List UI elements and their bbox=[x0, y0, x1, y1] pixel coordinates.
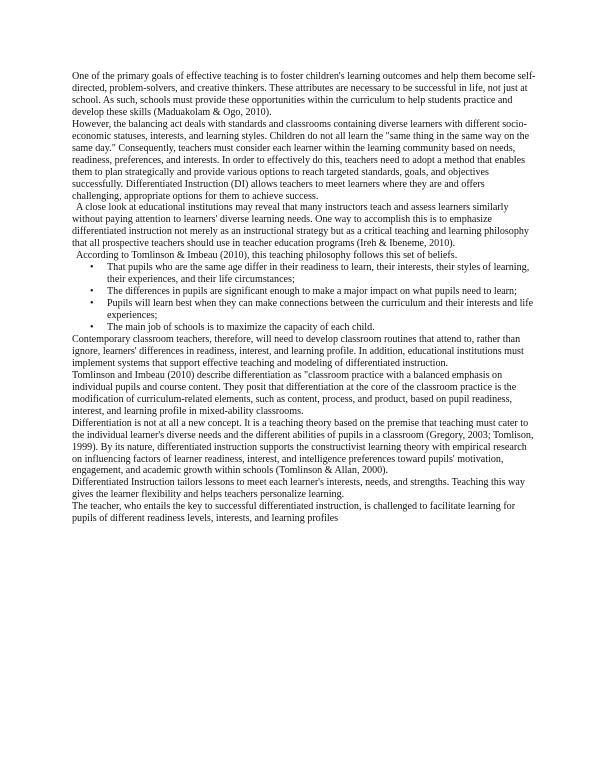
list-item: • Pupils will learn best when they can make connections between the curriculum and their interests and life experiences; bbox=[107, 298, 536, 322]
paragraph-intro: One of the primary goals of effective teaching is to foster children's learning outcomes and help them become self-directed, problem-solvers, and creative thinkers. These attributes are necessary to be successful in life, not just at school. As such, schools must provide these opportunities within the curriculum to help students practice and develop these skills (Maduakolam & Ogo, 2010). bbox=[72, 71, 536, 118]
list-item: • The main job of schools is to maximize the capacity of each child. bbox=[107, 322, 536, 334]
paragraph-close-look: A close look at educational institutions may reveal that many instructors teach and assess learners similarly without paying attention to learners' diverse learning needs. One way to accomplish this is to emphasize differentiated instruction not merely as an instructional strategy but as a critical teaching and learning philosophy that all prospective teachers should use in teacher education programs (Ireh & Ibeneme, 2010). bbox=[72, 202, 529, 250]
paragraph-not-new: Differentiation is not at all a new concept. It is a teaching theory based on the premise that teaching must cater to the individual learner's diverse needs and the different abilities of pupils in a classroom (Gregory, 2003; Tomlison, 1999). By its nature, differentiated instruction supports the constructivist learning theory with empirical research on influencing factors of learner readiness, interest, and intelligence preferences toward pupils' motivation, engagement, and academic growth within schools (Tomlinson & Allan, 2000). bbox=[72, 417, 534, 477]
paragraph-teacher: The teacher, who entails the key to successful differentiated instruction, is challenged to facilitate learning for pupils of different readiness levels, interests, and learning profiles bbox=[72, 501, 516, 525]
paragraph-definition: Tomlinson and Imbeau (2010) describe differentiation as "classroom practice with a balanced emphasis on individual pupils and course content. They posit that differentiation at the core of the classroom practice is the modification of curriculum-related elements, such as content, process, and product, based on pupil readiness, interest, and learning profile in mixed-ability classrooms. bbox=[72, 369, 517, 417]
beliefs-list bbox=[72, 262, 536, 334]
paragraph-tailors: Differentiated Instruction tailors lessons to meet each learner's interests, needs, and strengths. Teaching this way gives the learner flexibility and helps teachers personalize learning. bbox=[72, 477, 525, 501]
paragraph-beliefs-intro: According to Tomlinson & Imbeau (2010), this teaching philosophy follows this set of beliefs. bbox=[76, 250, 458, 262]
paragraph-contemporary: Contemporary classroom teachers, therefore, will need to develop classroom routines that attend to, rather than ignore, learners' differences in readiness, interest, and learning profile. In addition, educational institutions must implement systems that support effective teaching and modeling of differentiated instruction. bbox=[72, 333, 524, 369]
list-item: • The differences in pupils are significant enough to make a major impact on what pupils need to learn; bbox=[107, 286, 536, 298]
paragraph-balancing-act: However, the balancing act deals with standards and classrooms containing diverse learners with different socio-economic statuses, interests, and learning styles. Children do not all learn the "same thing in the same way on the same day." Consequently, teachers must consider each learner within the learning community based on needs, readiness, preferences, and interests. In order to effectively do this, teachers need to adopt a method that enables them to plan strategically and provide various options to reach targeted standards, goals, and objectives successfully. Differentiated Instruction (DI) allows teachers to meet learners where they are and offers challenging, appropriate options for them to achieve success. bbox=[72, 118, 530, 202]
list-item: • That pupils who are the same age differ in their readiness to learn, their interests, their styles of learning, their experiences, and their life circumstances; bbox=[107, 262, 536, 286]
